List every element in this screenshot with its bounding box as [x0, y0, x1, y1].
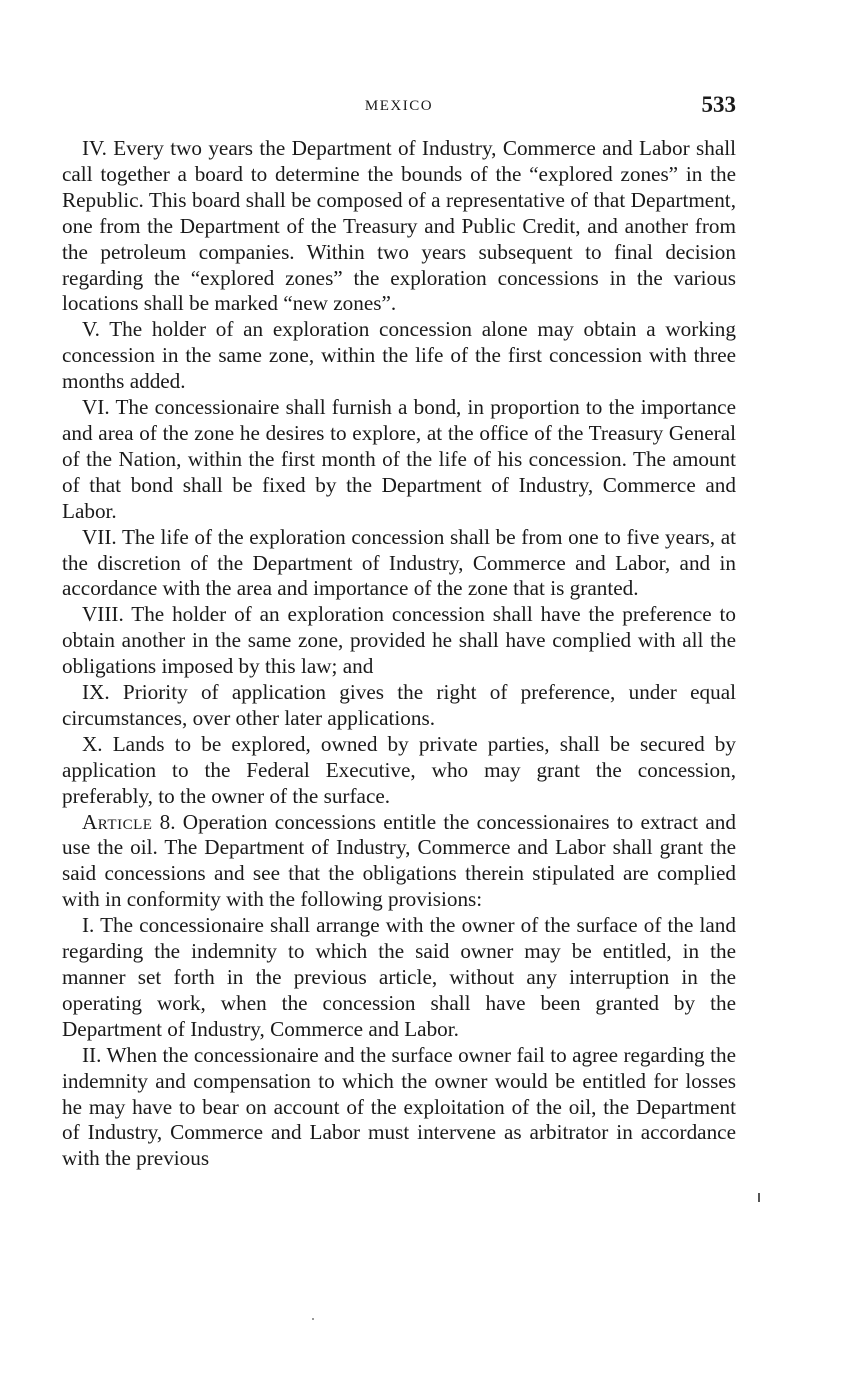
paragraph-x: X. Lands to be explored, owned by private parties, shall be secured by application to the Federal Executive, who may grant the concession, preferably, to the owner of the surface.	[62, 731, 736, 808]
scan-speck	[758, 1193, 760, 1202]
body-text	[62, 136, 736, 1172]
scan-speck-small	[312, 1318, 314, 1320]
paragraph-viii: VIII. The holder of an exploration concession shall have the preference to obtain another in the same zone, provided he shall have complied with all the obligations imposed by this law; and	[62, 602, 736, 679]
page-number: 533	[701, 92, 736, 117]
paragraph-vi: VI. The concessionaire shall furnish a bond, in proportion to the importance and area of the zone he desires to explore, at the office of the Treasury General of the Nation, within the first month of the life of his concession. The amount of that bond shall be fixed by the Department of Industry, Commerce and Labor.	[62, 395, 736, 523]
running-title: MEXICO	[364, 98, 434, 114]
paragraph-iv: IV. Every two years the Department of Industry, Commerce and Labor shall call together a board to determine the bounds of the “explored zones” in the Republic. This board shall be composed of a representative of that Department, one from the Department of the Treasury and Public Credit, and another from the petroleum companies. Within two years subsequent to final decision regarding the “explored zones” the exploration concessions in the various locations shall be marked “new zones”.	[62, 136, 736, 316]
paragraph-i: I. The concessionaire shall arrange with the owner of the surface of the land regarding the indemnity to which the said owner may be entitled, in the manner set forth in the previous article, without any interruption in the operating work, when the concession shall have been granted by the Department of Industry, Commerce and Labor.	[62, 913, 736, 1041]
paragraph-vii: VII. The life of the exploration concession shall be from one to five years, at the discretion of the Department of Industry, Commerce and Labor, and in accordance with the area and importance of the zone that is granted.	[62, 524, 736, 601]
paragraph-ix: IX. Priority of application gives the right of preference, under equal circumstances, over other later applications.	[62, 680, 736, 730]
paragraph-ii: II. When the concessionaire and the surface owner fail to agree regarding the indemnity and compensation to which the owner would be entitled for losses he may have to bear on account of the exploitation of the oil, the Department of Industry, Commerce and Labor must intervene as arbitrator in accordance with the previous	[62, 1042, 736, 1171]
running-head	[62, 92, 736, 122]
paragraph-article-8	[62, 810, 736, 914]
paragraph-v: V. The holder of an exploration concession alone may obtain a working concession in the same zone, within the life of the first concession with three months added.	[62, 317, 736, 394]
article-label: Article	[82, 809, 153, 834]
article-8-text: 8. Operation concessions entitle the concessionaires to extract and use the oil. The Department of Industry, Commerce and Labor shall grant the said concessions and see that the obligations therein stipulated are complied with in conformity with the following provisions:	[62, 809, 736, 912]
